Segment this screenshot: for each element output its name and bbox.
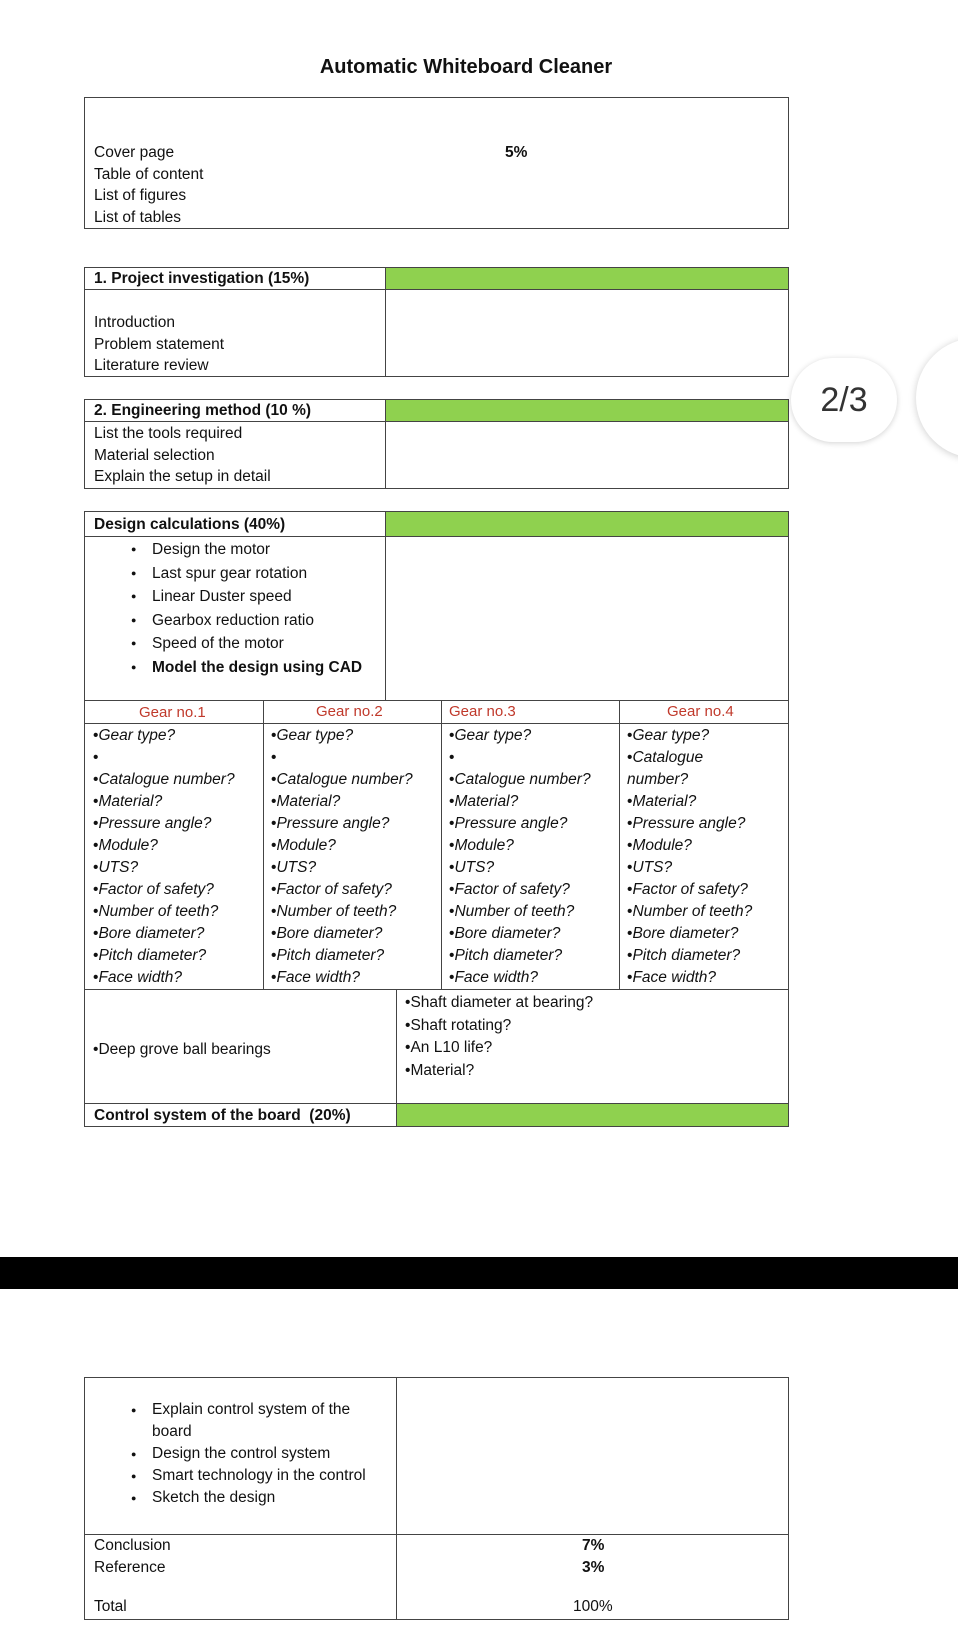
gear-question: • Pressure angle? bbox=[271, 813, 413, 835]
gear-question: • Factor of safety? bbox=[93, 879, 235, 901]
gear-question: • Bore diameter? bbox=[271, 923, 413, 945]
gear-2-questions bbox=[271, 725, 413, 989]
section3-item: ● Speed of the motor bbox=[94, 632, 386, 656]
gear-question: • Number of teeth? bbox=[449, 901, 591, 923]
gear-question: • Module? bbox=[627, 835, 752, 857]
section4-list bbox=[94, 1399, 394, 1509]
section1-item: Problem statement bbox=[94, 335, 225, 353]
gear-question: • Pitch diameter? bbox=[93, 945, 235, 967]
section4-item: ● Design the control system bbox=[94, 1443, 394, 1465]
section4-item: ● Smart technology in the control bbox=[94, 1465, 394, 1487]
gear-question: • Catalogue bbox=[627, 747, 752, 769]
gear-2-heading: Gear no.2 bbox=[316, 703, 383, 720]
gear-question: • Factor of safety? bbox=[449, 879, 591, 901]
gear-3-heading: Gear no.3 bbox=[449, 703, 516, 720]
front-matter-percent: 5% bbox=[505, 144, 528, 161]
gear-question: • Face width? bbox=[93, 967, 235, 989]
bearings-questions bbox=[405, 992, 593, 1082]
section3-item: ● Model the design using CAD bbox=[94, 656, 386, 680]
section4-score-cell bbox=[396, 1103, 789, 1127]
section1-list bbox=[94, 312, 224, 377]
section4-item: ● Explain control system of the board bbox=[94, 1399, 394, 1443]
section4-body-right bbox=[396, 1377, 789, 1535]
front-matter-item: List of figures bbox=[94, 187, 187, 204]
gear-question: • Pitch diameter? bbox=[449, 945, 591, 967]
gear-question: • Catalogue number? bbox=[449, 769, 591, 791]
floating-action-button[interactable] bbox=[916, 338, 958, 458]
reference-label: Reference bbox=[94, 1559, 166, 1576]
gear-question: • UTS? bbox=[271, 857, 413, 879]
section3-item: ● Last spur gear rotation bbox=[94, 562, 386, 586]
gear-4-questions bbox=[627, 725, 752, 989]
gear-question: • Material? bbox=[93, 791, 235, 813]
gear-question: • Number of teeth? bbox=[627, 901, 752, 923]
section4-item: ● Sketch the design bbox=[94, 1487, 394, 1509]
gear-question: • Material? bbox=[449, 791, 591, 813]
document-title: Automatic Whiteboard Cleaner bbox=[319, 56, 613, 78]
gear-question: • Factor of safety? bbox=[271, 879, 413, 901]
gear-question: • Face width? bbox=[271, 967, 413, 989]
bearing-question: • Shaft diameter at bearing? bbox=[405, 992, 593, 1015]
gear-1-heading: Gear no.1 bbox=[139, 704, 206, 721]
gear-4-heading: Gear no.4 bbox=[667, 703, 734, 720]
section1-heading: 1. Project investigation (15%) bbox=[94, 270, 310, 287]
gear-question: • Face width? bbox=[627, 967, 752, 989]
gear-question: • Bore diameter? bbox=[449, 923, 591, 945]
gear-question: • Material? bbox=[627, 791, 752, 813]
section3-body-right bbox=[385, 536, 789, 701]
reference-percent: 3% bbox=[582, 1559, 605, 1576]
section3-heading: Design calculations (40%) bbox=[94, 516, 286, 533]
gear-col-divider bbox=[441, 700, 442, 990]
section4-heading: Control system of the board (20%) bbox=[94, 1107, 351, 1124]
bearings-type: • Deep grove ball bearings bbox=[93, 1039, 271, 1061]
gear-question: • Gear type? bbox=[449, 725, 591, 747]
gear-question: • UTS? bbox=[449, 857, 591, 879]
gear-question: • Bore diameter? bbox=[93, 923, 235, 945]
page-break-bar bbox=[0, 1257, 958, 1289]
gear-col-divider bbox=[619, 700, 620, 990]
total-label: Total bbox=[94, 1598, 127, 1615]
section3-item: ● Gearbox reduction ratio bbox=[94, 609, 386, 633]
gear-question: • Pressure angle? bbox=[93, 813, 235, 835]
gear-question: • Pitch diameter? bbox=[271, 945, 413, 967]
front-matter-list bbox=[94, 142, 203, 228]
gear-question: • Face width? bbox=[449, 967, 591, 989]
front-matter-item: Table of content bbox=[94, 165, 204, 183]
section3-score-cell bbox=[385, 511, 789, 537]
gear-question: • UTS? bbox=[627, 857, 752, 879]
section2-score-cell bbox=[385, 399, 789, 422]
bearing-question: • An L10 life? bbox=[405, 1037, 593, 1060]
gear-question: • Number of teeth? bbox=[93, 901, 235, 923]
section3-item: ● Linear Duster speed bbox=[94, 585, 386, 609]
gear-question: • Gear type? bbox=[93, 725, 235, 747]
gear-question: • Module? bbox=[271, 835, 413, 857]
section2-item: Material selection bbox=[94, 446, 215, 464]
conclusion-percent: 7% bbox=[582, 1537, 605, 1554]
gear-question-continued: number? bbox=[627, 771, 689, 788]
gear-question: • Gear type? bbox=[627, 725, 752, 747]
front-matter-item: List of tables bbox=[94, 208, 182, 226]
gear-question: • Bore diameter? bbox=[627, 923, 752, 945]
section1-item: Literature review bbox=[94, 357, 209, 374]
gear-question: • Number of teeth? bbox=[271, 901, 413, 923]
front-matter-item: Cover page bbox=[94, 144, 175, 161]
gear-col-divider bbox=[263, 700, 264, 990]
conclusion-label: Conclusion bbox=[94, 1537, 171, 1554]
section1-body-right bbox=[385, 289, 789, 377]
gear-question: • Gear type? bbox=[271, 725, 413, 747]
gear-question: • UTS? bbox=[93, 857, 235, 879]
gear-question: • Catalogue number? bbox=[271, 769, 413, 791]
page-indicator: 2/3 bbox=[791, 358, 897, 442]
section2-body-right bbox=[385, 421, 789, 489]
total-percent: 100% bbox=[573, 1598, 613, 1615]
gear-question: • Factor of safety? bbox=[627, 879, 752, 901]
gear-question: • Module? bbox=[93, 835, 235, 857]
section2-heading: 2. Engineering method (10 %) bbox=[94, 402, 312, 419]
bearing-question: • Material? bbox=[405, 1060, 593, 1083]
section3-item: ● Design the motor bbox=[94, 538, 386, 562]
gear-1-questions bbox=[93, 725, 235, 989]
gear-question: • Pressure angle? bbox=[627, 813, 752, 835]
section2-item: Explain the setup in detail bbox=[94, 468, 271, 485]
section1-item: Introduction bbox=[94, 314, 175, 331]
bearings-label bbox=[93, 1039, 271, 1061]
gear-question: • Catalogue number? bbox=[93, 769, 235, 791]
section3-list bbox=[94, 538, 386, 679]
gear-3-questions bbox=[449, 725, 591, 989]
section2-list bbox=[94, 423, 271, 488]
section1-score-cell bbox=[385, 267, 789, 290]
gear-question: • Module? bbox=[449, 835, 591, 857]
section2-item: List the tools required bbox=[94, 425, 243, 442]
gear-question: • Material? bbox=[271, 791, 413, 813]
gear-question: • Pressure angle? bbox=[449, 813, 591, 835]
gear-question: • Pitch diameter? bbox=[627, 945, 752, 967]
bearing-question: • Shaft rotating? bbox=[405, 1015, 593, 1038]
